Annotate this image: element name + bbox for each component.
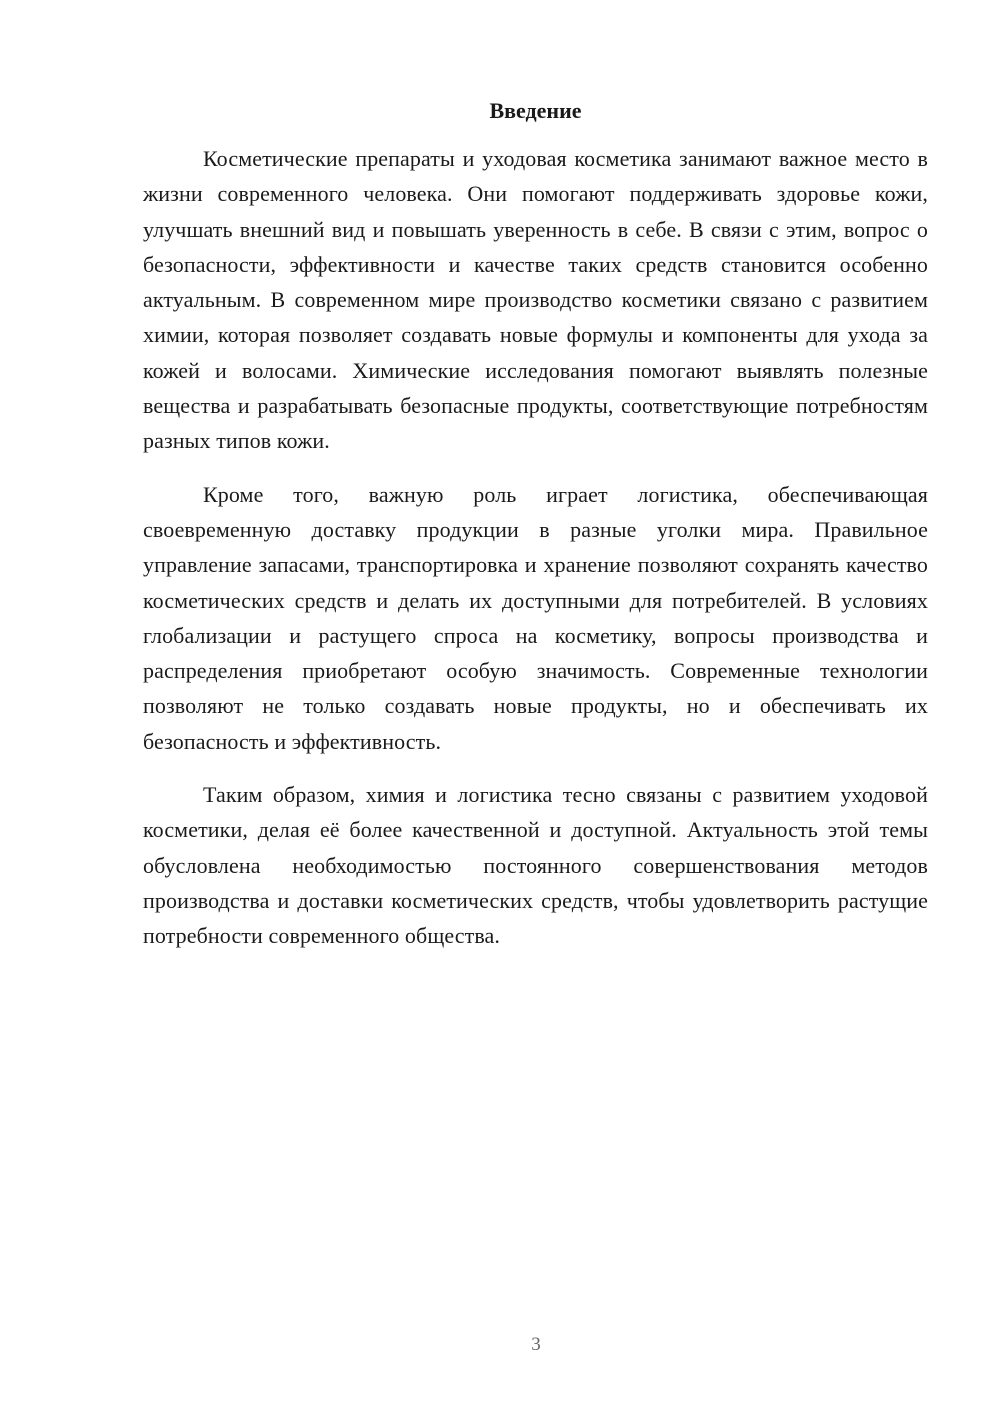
paragraph-conclusion: Таким образом, химия и логистика тесно связаны с развитием уходовой косметики, делая её более качественной и доступной. Актуальность этой темы обусловлена необходимостью постоянного совершенствования методов производства и доставки косметических средств, чтобы удовлетворить растущие потребности современного общества.: [143, 782, 928, 949]
page-number: 3: [531, 1334, 541, 1355]
page-content: [143, 95, 928, 972]
paragraph-logistics: Кроме того, важную роль играет логистика, обеспечивающая своевременную доставку продукции в разные уголки мира. Правильное управление запасами, транспортировка и хранение позволяют сохранять качество косметических средств и делать их доступными для потребителей. В условиях глобализации и растущего спроса на косметику, вопросы производства и распределения приобретают особую значимость. Современные технологии позволяют не только создавать новые продукты, но и обеспечивать их безопасность и эффективность.: [143, 481, 928, 754]
section-title: Введение: [489, 98, 582, 123]
paragraph-intro: Косметические препараты и уходовая косметика занимают важное место в жизни современного человека. Они помогают поддерживать здоровье кожи, улучшать внешний вид и повышать уверенность в себе. В связи с этим, вопрос о безопасности, эффективности и качестве таких средств становится особенно актуальным. В современном мире производство косметики связано с развитием химии, которая позволяет создавать новые формулы и компоненты для ухода за кожей и волосами. Химические исследования помогают выявлять полезные вещества и разрабатывать безопасные продукты, соответствующие потребностям разных типов кожи.: [143, 146, 928, 454]
